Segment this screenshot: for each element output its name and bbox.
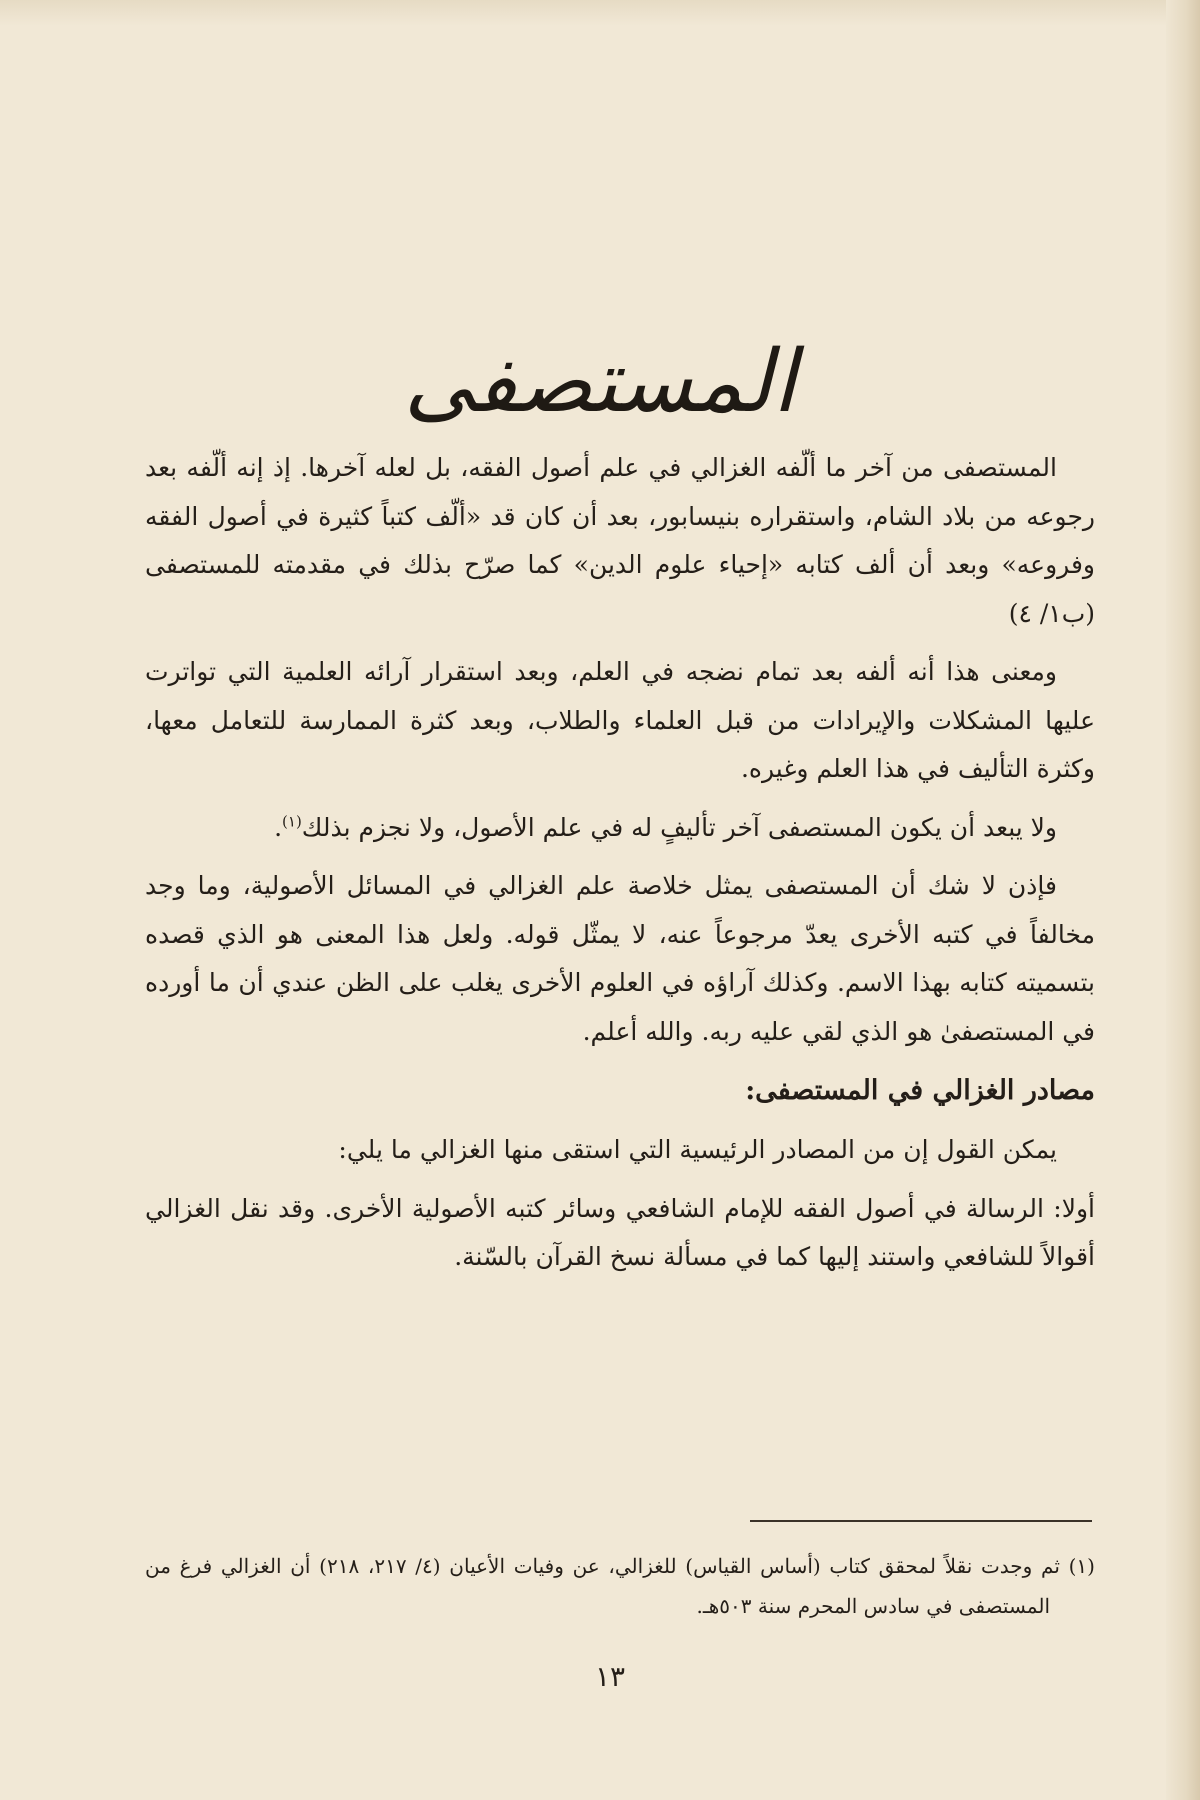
section-item-1: أولا: الرسالة في أصول الفقه للإمام الشافعي وسائر كتبه الأصولية الأخرى. وقد نقل الغزالي أقوالاً للشافعي واستند إليها كما في مسألة نسخ القرآن بالسّنة. <box>145 1193 1095 1271</box>
footnote-1-text: ثم وجدت نقلاً لمحقق كتاب (أساس القياس) للغزالي، عن وفيات الأعيان (٤/ ٢١٧، ٢١٨) أن الغزالي فرغ من المستصفى في سادس المحرم سنة ٥٠٣هـ. <box>145 1554 1060 1618</box>
footnote-1-marker: (١) <box>1068 1554 1095 1578</box>
footnote-reference[interactable]: (١) <box>282 812 302 831</box>
footnote-divider <box>750 1520 1092 1522</box>
section-heading: مصادر الغزالي في المستصفى: <box>745 1075 1095 1106</box>
page-top-shadow <box>0 0 1200 26</box>
paragraph-1: المستصفى من آخر ما ألّفه الغزالي في علم أصول الفقه، بل لعله آخرها. إذ إنه ألّفه بعد رجوعه من بلاد الشام، واستقراره بنيسابور، بعد أن كان قد «ألّف كتباً كثيرة في أصول الفقه وفروعه» وبعد أن ألف كتابه «إحياء علوم الدين» كما صرّح بذلك في مقدمته للمستصفى (ب١/ ٤) <box>145 453 1095 628</box>
paragraph-3-text: ولا يبعد أن يكون المستصفى آخر تأليفٍ له في علم الأصول، ولا نجزم بذلك <box>301 812 1057 842</box>
paragraph-2: ومعنى هذا أنه ألفه بعد تمام نضجه في العلم، وبعد استقرار آرائه العلمية التي تواترت عليها المشكلات والإيرادات من قبل العلماء والطلاب، وبعد كثرة الممارسة للتعامل معها، وكثرة التأليف في هذا العلم وغيره. <box>145 657 1095 783</box>
section-intro: يمكن القول إن من المصادر الرئيسية التي استقى منها الغزالي ما يلي: <box>338 1135 1057 1164</box>
footnotes <box>145 1546 1095 1626</box>
page-spine-shadow <box>1166 0 1200 1800</box>
paragraph-3: ولا يبعد أن يكون المستصفى آخر تأليفٍ له في علم الأصول، ولا نجزم بذلك$^{(١)}$. <box>274 812 1057 842</box>
page-number: ١٣ <box>594 1660 626 1693</box>
body-text <box>145 444 1095 1292</box>
paragraph-4: فإذن لا شك أن المستصفى يمثل خلاصة علم الغزالي في المسائل الأصولية، وما وجد مخالفاً في كتبه الأخرى يعدّ مرجوعاً عنه، لا يمثّل قوله. ولعل هذا المعنى هو الذي قصده بتسميته كتابه بهذا الاسم. وكذلك آراؤه في العلوم الأخرى يغلب على الظن عندي أن ما أورده في المستصفىٰ هو الذي لقي عليه ربه. والله أعلم. <box>145 871 1095 1046</box>
chapter-title: المستصفى <box>403 332 797 432</box>
footnote-1 <box>145 1546 1095 1626</box>
